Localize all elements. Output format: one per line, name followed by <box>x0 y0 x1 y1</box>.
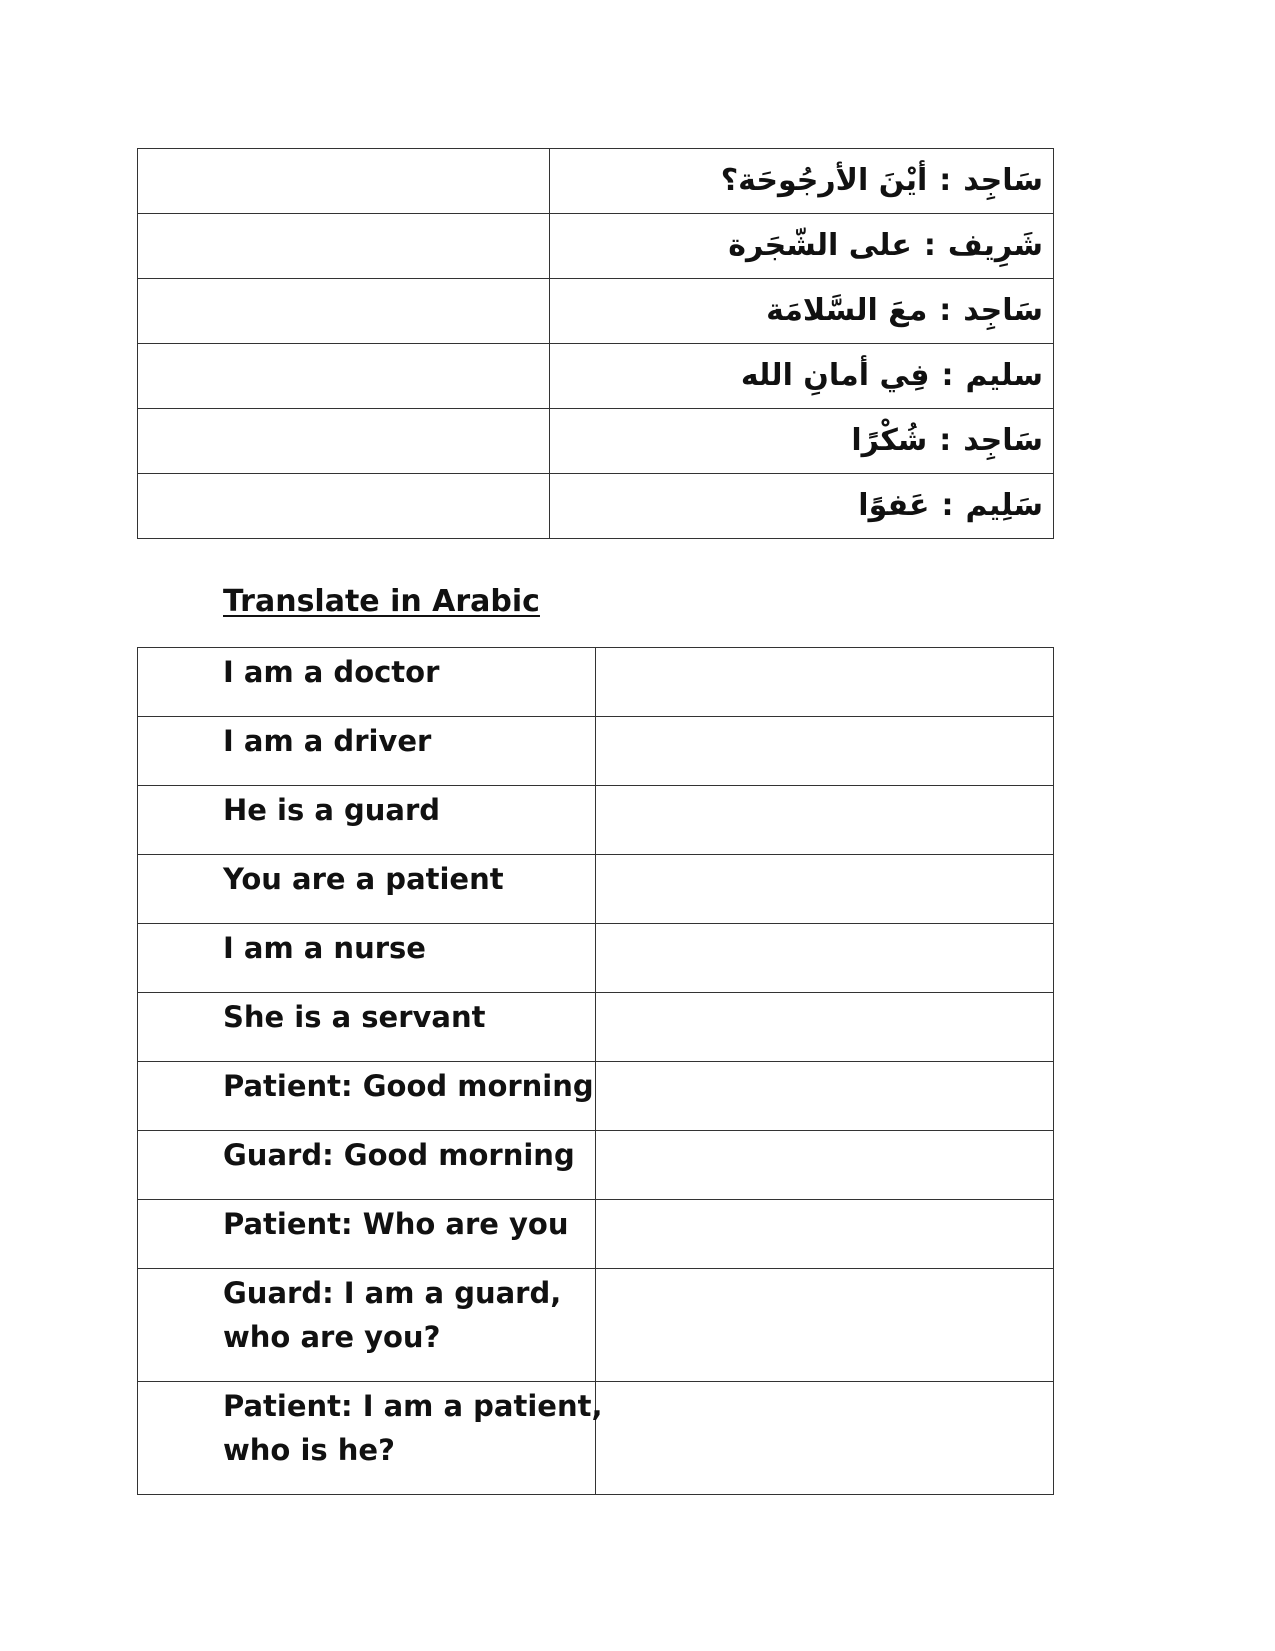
dialogue-line: أيْنَ الأرجُوحَة؟ <box>720 163 928 198</box>
speaker-name: سَلِيم <box>965 488 1043 523</box>
dialogue-row <box>138 474 1054 539</box>
english-sentence: I am a driver <box>223 724 432 758</box>
english-sentence-line-1: Patient: I am a patient, <box>223 1389 603 1423</box>
blank-answer-cell[interactable] <box>596 786 1054 855</box>
english-sentence-cell <box>138 924 596 993</box>
translation-row <box>138 717 1054 786</box>
english-sentence-cell <box>138 786 596 855</box>
colon: : <box>941 358 954 393</box>
english-sentence: Patient: Good morning <box>223 1069 594 1103</box>
speaker-name: سَاجِد <box>963 163 1043 198</box>
colon: : <box>939 423 952 458</box>
translation-row <box>138 1200 1054 1269</box>
english-sentence-line-2: who are you? <box>223 1320 441 1354</box>
english-sentence-cell <box>138 993 596 1062</box>
english-sentence: She is a servant <box>223 1000 486 1034</box>
english-sentence-cell <box>138 1131 596 1200</box>
colon: : <box>923 228 936 263</box>
english-sentence-line-2: who is he? <box>223 1433 395 1467</box>
blank-answer-cell[interactable] <box>138 279 550 344</box>
dialogue-row <box>138 344 1054 409</box>
translation-row <box>138 993 1054 1062</box>
translation-row <box>138 648 1054 717</box>
blank-answer-cell[interactable] <box>596 855 1054 924</box>
arabic-line-cell <box>550 474 1054 539</box>
blank-answer-cell[interactable] <box>596 1062 1054 1131</box>
speaker-name: شَرِيف <box>947 228 1043 263</box>
english-sentence: I am a nurse <box>223 931 426 965</box>
blank-answer-cell[interactable] <box>138 474 550 539</box>
blank-answer-cell[interactable] <box>596 1131 1054 1200</box>
translation-row <box>138 786 1054 855</box>
arabic-line-cell <box>550 344 1054 409</box>
dialogue-row <box>138 279 1054 344</box>
translation-row <box>138 1131 1054 1200</box>
blank-answer-cell[interactable] <box>138 344 550 409</box>
colon: : <box>941 488 954 523</box>
speaker-name: سليم <box>965 358 1043 393</box>
colon: : <box>939 293 952 328</box>
english-sentence: You are a patient <box>223 862 504 896</box>
translation-row <box>138 855 1054 924</box>
speaker-name: سَاجِد <box>963 293 1043 328</box>
english-sentence-cell <box>138 1382 603 1495</box>
dialogue-line: على الشّجَرة <box>728 228 912 263</box>
arabic-line-cell <box>550 279 1054 344</box>
english-sentence-cell <box>138 648 596 717</box>
english-sentence-line-1: Guard: I am a guard, <box>223 1276 562 1310</box>
english-sentence-cell <box>138 1062 596 1131</box>
blank-answer-cell[interactable] <box>596 1200 1054 1269</box>
english-sentence: He is a guard <box>223 793 441 827</box>
translation-row <box>138 1382 1054 1495</box>
english-sentence: Guard: Good morning <box>223 1138 575 1172</box>
translation-row <box>138 1062 1054 1131</box>
translation-table <box>137 647 1054 1495</box>
arabic-line-cell <box>550 409 1054 474</box>
blank-answer-cell[interactable] <box>596 1269 1054 1382</box>
blank-answer-cell[interactable] <box>596 648 1054 717</box>
blank-answer-cell[interactable] <box>138 409 550 474</box>
arabic-line-cell <box>550 149 1054 214</box>
dialogue-row <box>138 149 1054 214</box>
blank-answer-cell[interactable] <box>596 717 1054 786</box>
english-sentence: I am a doctor <box>223 655 440 689</box>
blank-answer-cell[interactable] <box>596 993 1054 1062</box>
dialogue-line: فِي أمانِ الله <box>740 358 930 393</box>
arabic-line-cell <box>550 214 1054 279</box>
english-sentence-cell <box>138 855 596 924</box>
english-sentence-cell <box>138 717 596 786</box>
dialogue-line: شُكْرًا <box>851 423 928 458</box>
dialogue-line: معَ السَّلامَة <box>766 293 928 328</box>
translation-row <box>138 1269 1054 1382</box>
english-sentence-cell <box>138 1200 596 1269</box>
blank-answer-cell[interactable] <box>596 1382 1054 1495</box>
dialogue-line: عَفوًا <box>858 488 930 523</box>
colon: : <box>939 163 952 198</box>
dialogue-table <box>137 148 1054 539</box>
section-heading: Translate in Arabic <box>223 584 540 619</box>
blank-answer-cell[interactable] <box>596 924 1054 993</box>
speaker-name: سَاجِد <box>963 423 1043 458</box>
blank-answer-cell[interactable] <box>138 214 550 279</box>
english-sentence: Patient: Who are you <box>223 1207 569 1241</box>
dialogue-row <box>138 409 1054 474</box>
english-sentence-cell <box>138 1269 596 1382</box>
translation-row <box>138 924 1054 993</box>
dialogue-row <box>138 214 1054 279</box>
blank-answer-cell[interactable] <box>138 149 550 214</box>
